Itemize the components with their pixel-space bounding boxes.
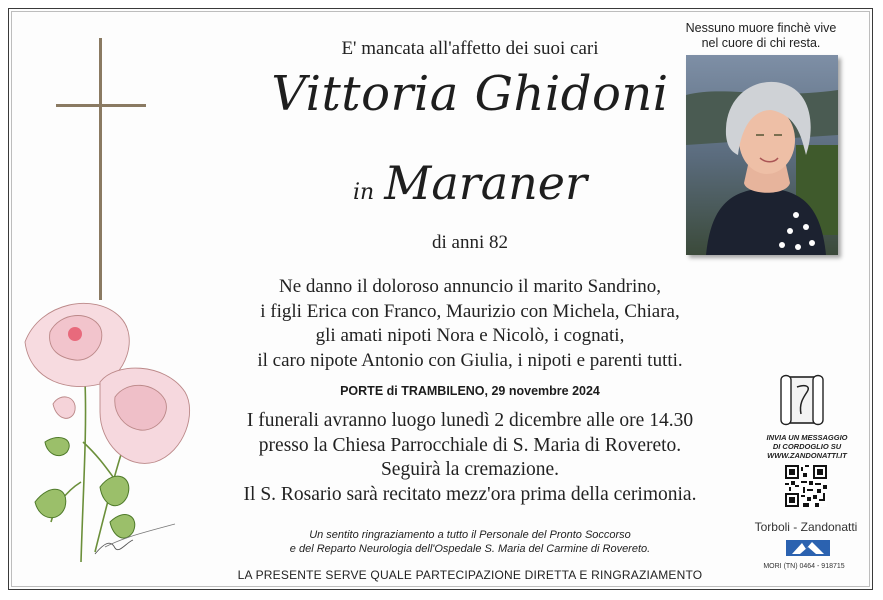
announcement-block: [200, 275, 740, 373]
funeral-line: I funerali avranno luogo lunedì 2 dicembre alle ore 14.30: [246, 410, 694, 431]
announcement-line: il caro nipote Antonio con Giulia, i nipoti e parenti tutti.: [257, 349, 683, 371]
intro-text: E' mancata all'affetto dei suoi cari: [341, 38, 599, 59]
condolence-scroll-icon: [777, 372, 827, 427]
married-name: Maraner: [384, 156, 587, 210]
quote-line: Nessuno muore finchè vive: [685, 21, 837, 35]
agency-name: Torboli - Zandonatti: [754, 520, 858, 534]
married-name-line: [200, 156, 740, 210]
funeral-block: [200, 409, 740, 507]
roses-illustration: [15, 292, 205, 577]
condolence-link[interactable]: [762, 433, 852, 460]
age-text: di anni 82: [432, 232, 508, 253]
agency-contact: MORI (TN) 0464 - 918715: [763, 563, 845, 570]
announcement-line: i figli Erica con Franco, Maurizio con Michela, Chiara,: [260, 300, 680, 322]
cross-horizontal: [56, 104, 146, 107]
place-date: PORTE di TRAMBILENO, 29 novembre 2024: [340, 384, 600, 398]
thanks-line: Un sentito ringraziamento a tutto il Personale del Pronto Soccorso: [309, 529, 631, 541]
condolence-line: DI CORDOGLIO SU: [772, 442, 842, 451]
thanks-block: [200, 528, 740, 556]
condolence-line: INVIA UN MESSAGGIO: [766, 433, 848, 442]
thanks-line: e del Reparto Neurologia dell'Ospedale S. Maria del Carmine di Rovereto.: [289, 543, 651, 555]
name-connector: in: [353, 180, 375, 205]
qr-code-icon[interactable]: [785, 465, 827, 507]
announcement-line: Ne danno il doloroso annuncio il marito Sandrino,: [278, 276, 662, 297]
quote-line: nel cuore di chi resta.: [701, 36, 821, 50]
deceased-photo: [686, 55, 838, 255]
footer-text: LA PRESENTE SERVE QUALE PARTECIPAZIONE DIRETTA E RINGRAZIAMENTO: [237, 568, 703, 582]
quote-block: [680, 21, 842, 51]
announcement-line: gli amati nipoti Nora e Nicolò, i cognati,: [315, 325, 625, 346]
funeral-line: presso la Chiesa Parrocchiale di S. Maria di Rovereto.: [258, 434, 682, 456]
condolence-url[interactable]: WWW.ZANDONATTI.IT: [767, 451, 847, 460]
cross-vertical: [99, 38, 102, 300]
deceased-name: Vittoria Ghidoni: [271, 66, 669, 122]
funeral-line: Seguirà la cremazione.: [380, 459, 560, 480]
funeral-line: Il S. Rosario sarà recitato mezz'ora prima della cerimonia.: [243, 483, 697, 505]
agency-logo-icon: [786, 538, 830, 558]
